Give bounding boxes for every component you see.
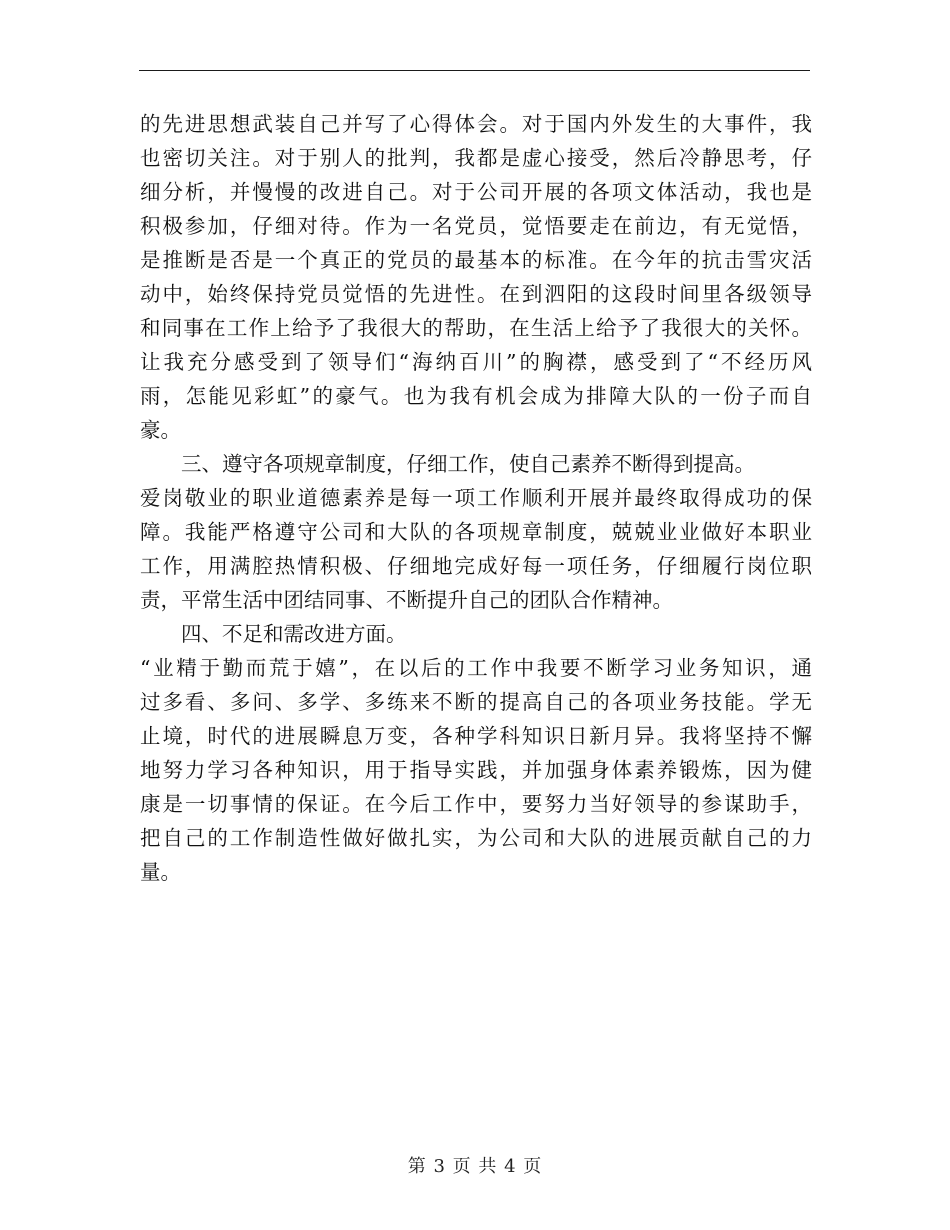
text-line: 是推断是否是一个真正的党员的最基本的标准。在今年的抗击雪灾活 xyxy=(140,248,812,272)
text-line: 过多看、多问、多学、多练来不断的提高自己的各项业务技能。学无 xyxy=(140,690,812,714)
text-line: 地努力学习各种知识，用于指导实践，并加强身体素养锻炼，因为健 xyxy=(140,758,812,782)
text-line: 障。我能严格遵守公司和大队的各项规章制度，兢兢业业做好本职业 xyxy=(140,520,812,544)
text-line: 动中，始终保持党员觉悟的先进性。在到泗阳的这段时间里各级领导 xyxy=(140,282,812,306)
text-line: 豪。 xyxy=(140,418,181,442)
text-line: 工作，用满腔热情积极、仔细地完成好每一项任务，仔细履行岗位职 xyxy=(140,554,812,578)
text-line: 康是一切事情的保证。在今后工作中，要努力当好领导的参谋助手， xyxy=(140,792,812,816)
text-line: 把自己的工作制造性做好做扎实，为公司和大队的进展贡献自己的力 xyxy=(140,826,812,850)
section-heading-3: 三、遵守各项规章制度，仔细工作，使自己素养不断得到提高。 xyxy=(181,452,755,476)
page-number: 第 3 页 共 4 页 xyxy=(407,1156,543,1177)
text-line: 让我充分感受到了领导们“海纳百川”的胸襟，感受到了“不经历风 xyxy=(140,350,812,374)
text-line: 雨，怎能见彩虹”的豪气。也为我有机会成为排障大队的一份子而自 xyxy=(140,384,812,408)
text-line: 责，平常生活中团结同事、不断提升自己的团队合作精神。 xyxy=(140,588,673,612)
body-text xyxy=(140,107,812,889)
text-line: 也密切关注。对于别人的批判，我都是虚心接受，然后冷静思考，仔 xyxy=(140,146,812,170)
section-heading-4: 四、不足和需改进方面。 xyxy=(181,622,407,646)
text-line: “业精于勤而荒于嬉”，在以后的工作中我要不断学习业务知识，通 xyxy=(140,656,812,680)
text-line: 和同事在工作上给予了我很大的帮助，在生活上给予了我很大的关怀。 xyxy=(140,316,812,340)
text-line: 量。 xyxy=(140,860,181,884)
text-line: 积极参加，仔细对待。作为一名党员，觉悟要走在前边，有无觉悟， xyxy=(140,214,812,238)
text-line: 的先进思想武装自己并写了心得体会。对于国内外发生的大事件，我 xyxy=(140,112,812,136)
text-line: 细分析，并慢慢的改进自己。对于公司开展的各项文体活动，我也是 xyxy=(140,180,812,204)
text-line: 爱岗敬业的职业道德素养是每一项工作顺利开展并最终取得成功的保 xyxy=(140,486,812,510)
text-line: 止境，时代的进展瞬息万变，各种学科知识日新月异。我将坚持不懈 xyxy=(140,724,812,748)
header-rule xyxy=(139,70,810,71)
